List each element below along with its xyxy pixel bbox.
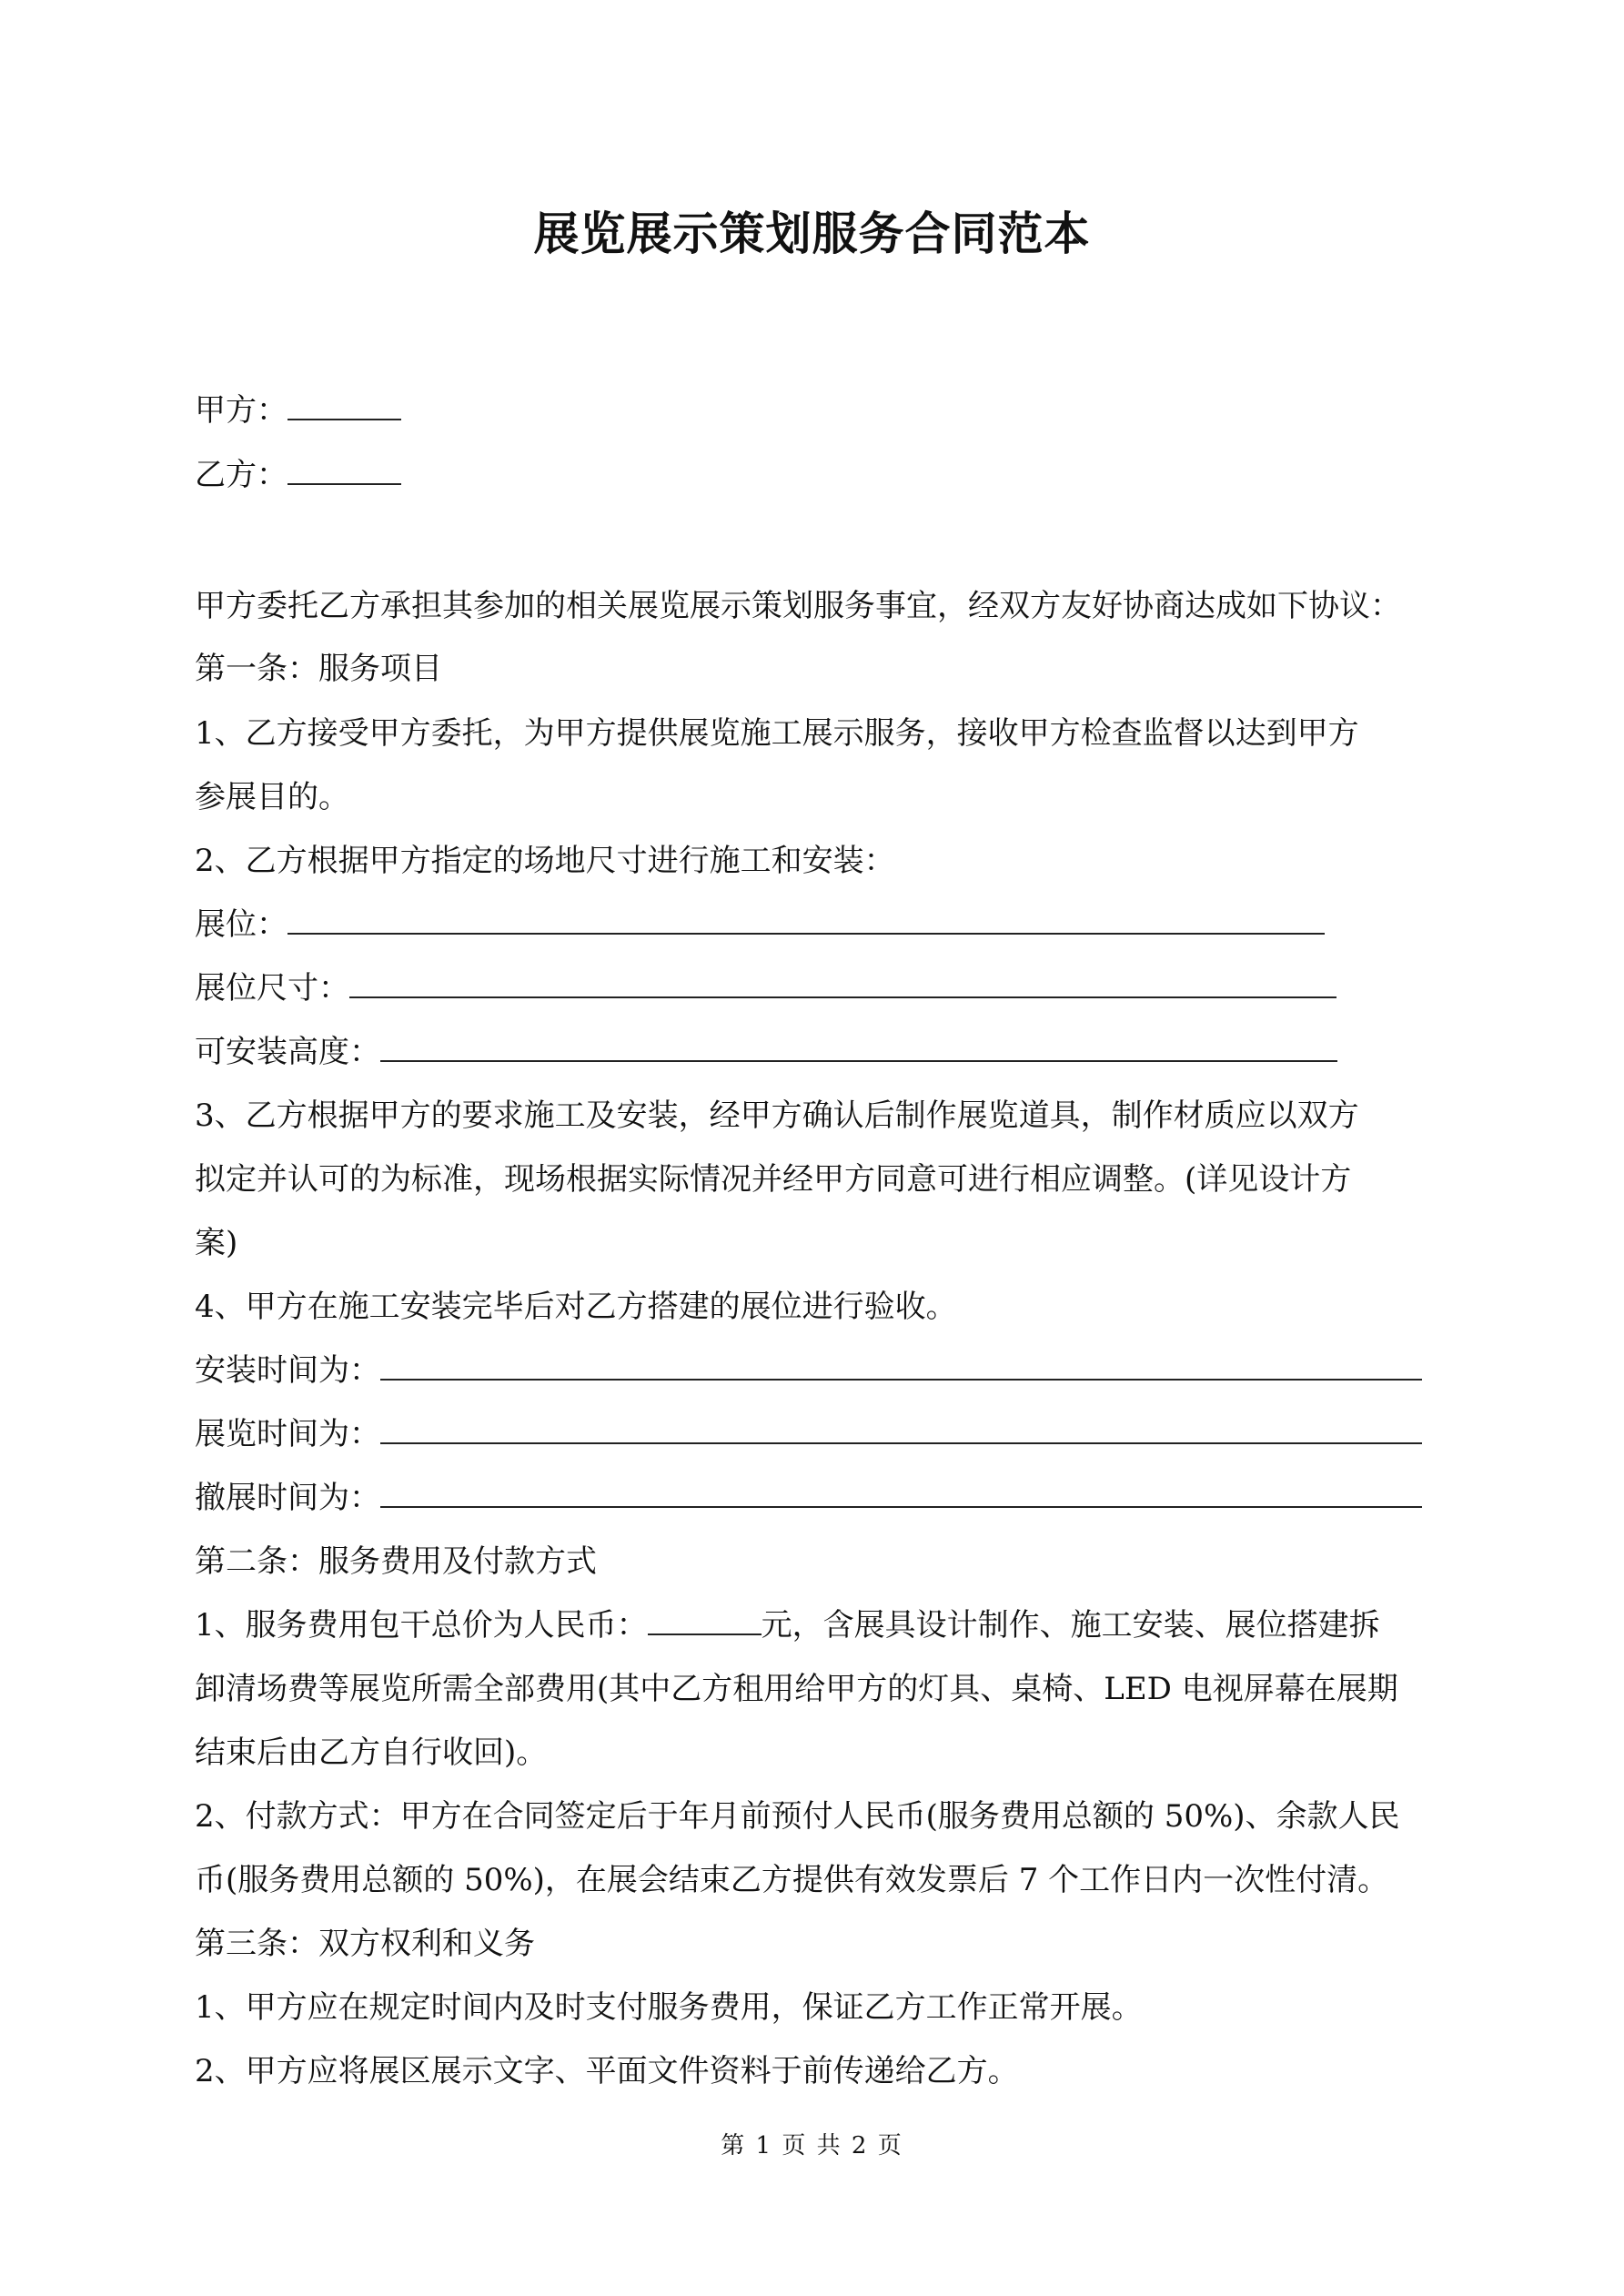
article2-heading: 第二条：服务费用及付款方式 <box>195 1543 597 1580</box>
article1-heading: 第一条：服务项目 <box>195 651 442 687</box>
fee-suffix: 元，含展具设计制作、施工安装、展位搭建拆 <box>761 1607 1380 1644</box>
article1-item1-line2: 参展目的。 <box>195 779 349 815</box>
exhibit-time-line <box>195 1413 1422 1455</box>
article3-heading: 第三条：双方权利和义务 <box>195 1926 535 1962</box>
booth-blank <box>287 905 1325 935</box>
article3-item1: 1、甲方应在规定时间内及时支付服务费用，保证乙方工作正常开展。 <box>195 1989 1143 2026</box>
dismantle-time-label: 撤展时间为： <box>195 1480 380 1516</box>
fee-prefix: 1、服务费用包干总价为人民币： <box>195 1607 648 1644</box>
booth-size-line <box>195 967 1337 1009</box>
article2-item1-line3: 结束后由乙方自行收回)。 <box>195 1735 548 1771</box>
article1-item3-line1: 3、乙方根据甲方的要求施工及安装，经甲方确认后制作展览道具，制作材质应以双方 <box>195 1097 1359 1134</box>
install-time-blank <box>380 1351 1422 1381</box>
article2-item2-line1: 2、付款方式：甲方在合同签定后于年月前预付人民币(服务费用总额的 50%)、余款人民 <box>195 1798 1400 1835</box>
fee-amount-blank <box>648 1606 762 1635</box>
exhibit-time-label: 展览时间为： <box>195 1416 380 1452</box>
article1-item2: 2、乙方根据甲方指定的场地尺寸进行施工和安装： <box>195 843 895 879</box>
install-height-line <box>195 1031 1337 1073</box>
booth-size-label: 展位尺寸： <box>195 970 349 1006</box>
party-b-blank <box>287 456 401 485</box>
booth-line <box>195 904 1325 946</box>
article2-item2-line2: 币(服务费用总额的 50%)，在展会结束乙方提供有效发票后 7 个工作日内一次性付清。 <box>195 1862 1389 1898</box>
party-a-line <box>195 389 401 431</box>
article1-item1-line1: 1、乙方接受甲方委托，为甲方提供展览施工展示服务，接收甲方检查监督以达到甲方 <box>195 715 1359 752</box>
article1-item4: 4、甲方在施工安装完毕后对乙方搭建的展位进行验收。 <box>195 1289 957 1325</box>
page-number-footer: 第 1 页 共 2 页 <box>721 2132 903 2159</box>
install-height-label: 可安装高度： <box>195 1034 380 1070</box>
article3-item2: 2、甲方应将展区展示文字、平面文件资料于前传递给乙方。 <box>195 2053 1019 2089</box>
party-b-label: 乙方： <box>195 457 287 493</box>
party-b-line <box>195 454 401 496</box>
booth-size-blank <box>349 969 1337 998</box>
article2-item1-line1 <box>195 1604 1380 1646</box>
party-a-label: 甲方： <box>195 392 287 429</box>
article2-item1-line2: 卸清场费等展览所需全部费用(其中乙方租用给甲方的灯具、桌椅、LED 电视屏幕在展期 <box>195 1671 1398 1707</box>
install-height-blank <box>380 1033 1337 1062</box>
document-title: 展览展示策划服务合同范本 <box>533 207 1091 260</box>
dismantle-time-blank <box>380 1479 1422 1508</box>
exhibit-time-blank <box>380 1415 1422 1444</box>
intro-paragraph: 甲方委托乙方承担其参加的相关展览展示策划服务事宜，经双方友好协商达成如下协议： <box>195 588 1401 624</box>
article1-item3-line3: 案) <box>195 1225 238 1261</box>
party-a-blank <box>287 391 401 420</box>
booth-label: 展位： <box>195 906 287 943</box>
dismantle-time-line <box>195 1477 1422 1519</box>
article1-item3-line2: 拟定并认可的为标准，现场根据实际情况并经甲方同意可进行相应调整。(详见设计方 <box>195 1161 1352 1198</box>
install-time-line <box>195 1350 1422 1391</box>
install-time-label: 安装时间为： <box>195 1352 380 1389</box>
